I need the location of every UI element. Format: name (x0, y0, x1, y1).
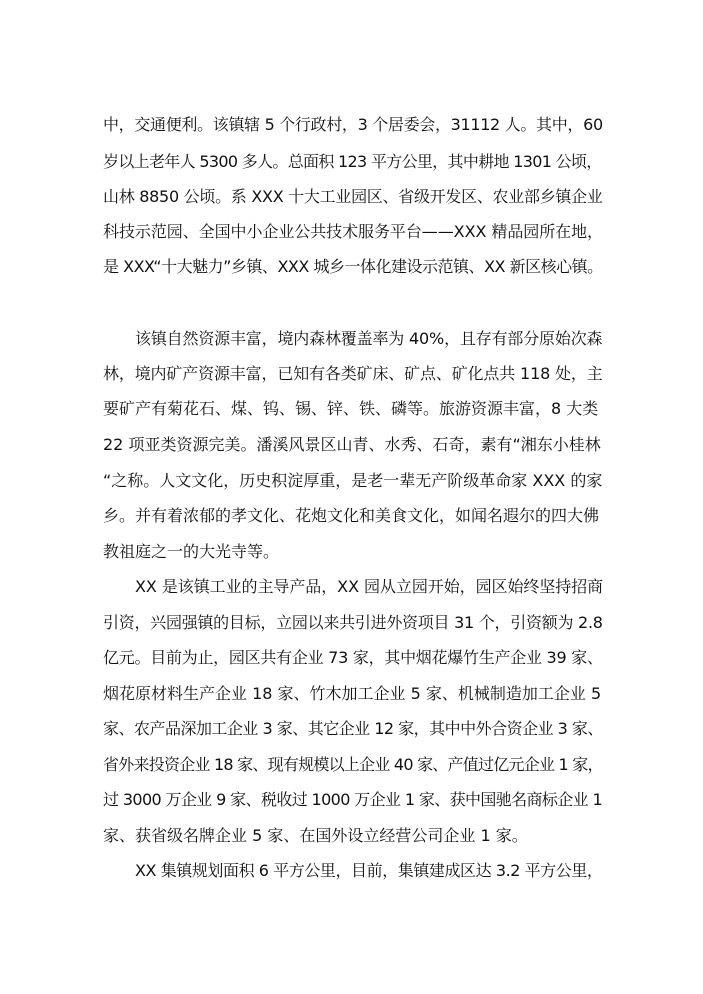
paragraph-2-line-1: 该镇自然资源丰富，境内森林覆盖率为 40%，且存有部分原始次森 (135, 329, 603, 348)
paragraph-1-line-4: 科技示范园、全国中小企业公共技术服务平台——XXX 精品园所在地， (103, 222, 603, 241)
paragraph-3-line-2: 引资，兴园强镇的目标，立园以来共引进外资项目 31 个，引资额为 2.8 (103, 613, 603, 632)
paragraph-2-line-3: 要矿产有菊花石、煤、钨、锡、锌、铁、磷等。旅游资源丰富，8 大类 (103, 399, 599, 418)
paragraph-2-line-2: 林，境内矿产资源丰富，已知有各类矿床、矿点、矿化点共 118 处，主 (103, 364, 603, 383)
paragraph-2-line-7: 教祖庭之一的大光寺等。 (103, 542, 280, 561)
paragraph-3-line-1: XX 是该镇工业的主导产品，XX 园从立园开始，园区始终坚持招商 (135, 577, 604, 596)
paragraph-3-line-3: 亿元。目前为止，园区共有企业 73 家，其中烟花爆竹生产企业 39 家、 (103, 648, 603, 667)
paragraph-3-line-6: 省外来投资企业 18 家、现有规模以上企业 40 家、产值过亿元企业 1 家， (103, 755, 603, 774)
paragraph-3-line-5: 家、农产品深加工企业 3 家、其它企业 12 家，其中中外合资企业 3 家、 (103, 719, 603, 738)
paragraph-1-line-3: 山林 8850 公顷。系 XXX 十大工业园区、省级开发区、农业部乡镇企业 (103, 187, 603, 206)
paragraph-3-line-4: 烟花原材料生产企业 18 家、竹木加工企业 5 家、机械制造加工企业 5 (103, 684, 602, 703)
paragraph-2-line-4: 22 项亚类资源完美。潘溪风景区山青、水秀、石奇，素有“湘东小桂林 (103, 435, 601, 454)
paragraph-3-line-8: 家、获省级名牌企业 5 家、在国外设立经营公司企业 1 家。 (103, 826, 528, 845)
paragraph-1-line-2: 岁以上老年人 5300 多人。总面积 123 平方公里，其中耕地 1301 公顷， (103, 152, 602, 171)
paragraph-1-line-1: 中，交通便利。该镇辖 5 个行政村，3 个居委会，31112 人。其中，60 (103, 115, 603, 134)
paragraph-3-line-7: 过 3000 万企业 9 家、税收过 1000 万企业 1 家、获中国驰名商标企业 1 (103, 790, 603, 809)
paragraph-1-line-5: 是 XXX“十大魅力”乡镇、XXX 城乡一体化建设示范镇、XX 新区核心镇。 (103, 257, 603, 276)
paragraph-2-line-6: 乡。并有着浓郁的孝文化、花炮文化和美食文化，如闻名遐尔的四大佛 (103, 506, 600, 525)
paragraph-4-line-1: XX 集镇规划面积 6 平方公里，目前，集镇建成区达 3.2 平方公里， (135, 861, 603, 880)
paragraph-2-line-5: “之称。人文文化，历史积淀厚重，是老一辈无产阶级革命家 XXX 的家 (103, 471, 603, 490)
